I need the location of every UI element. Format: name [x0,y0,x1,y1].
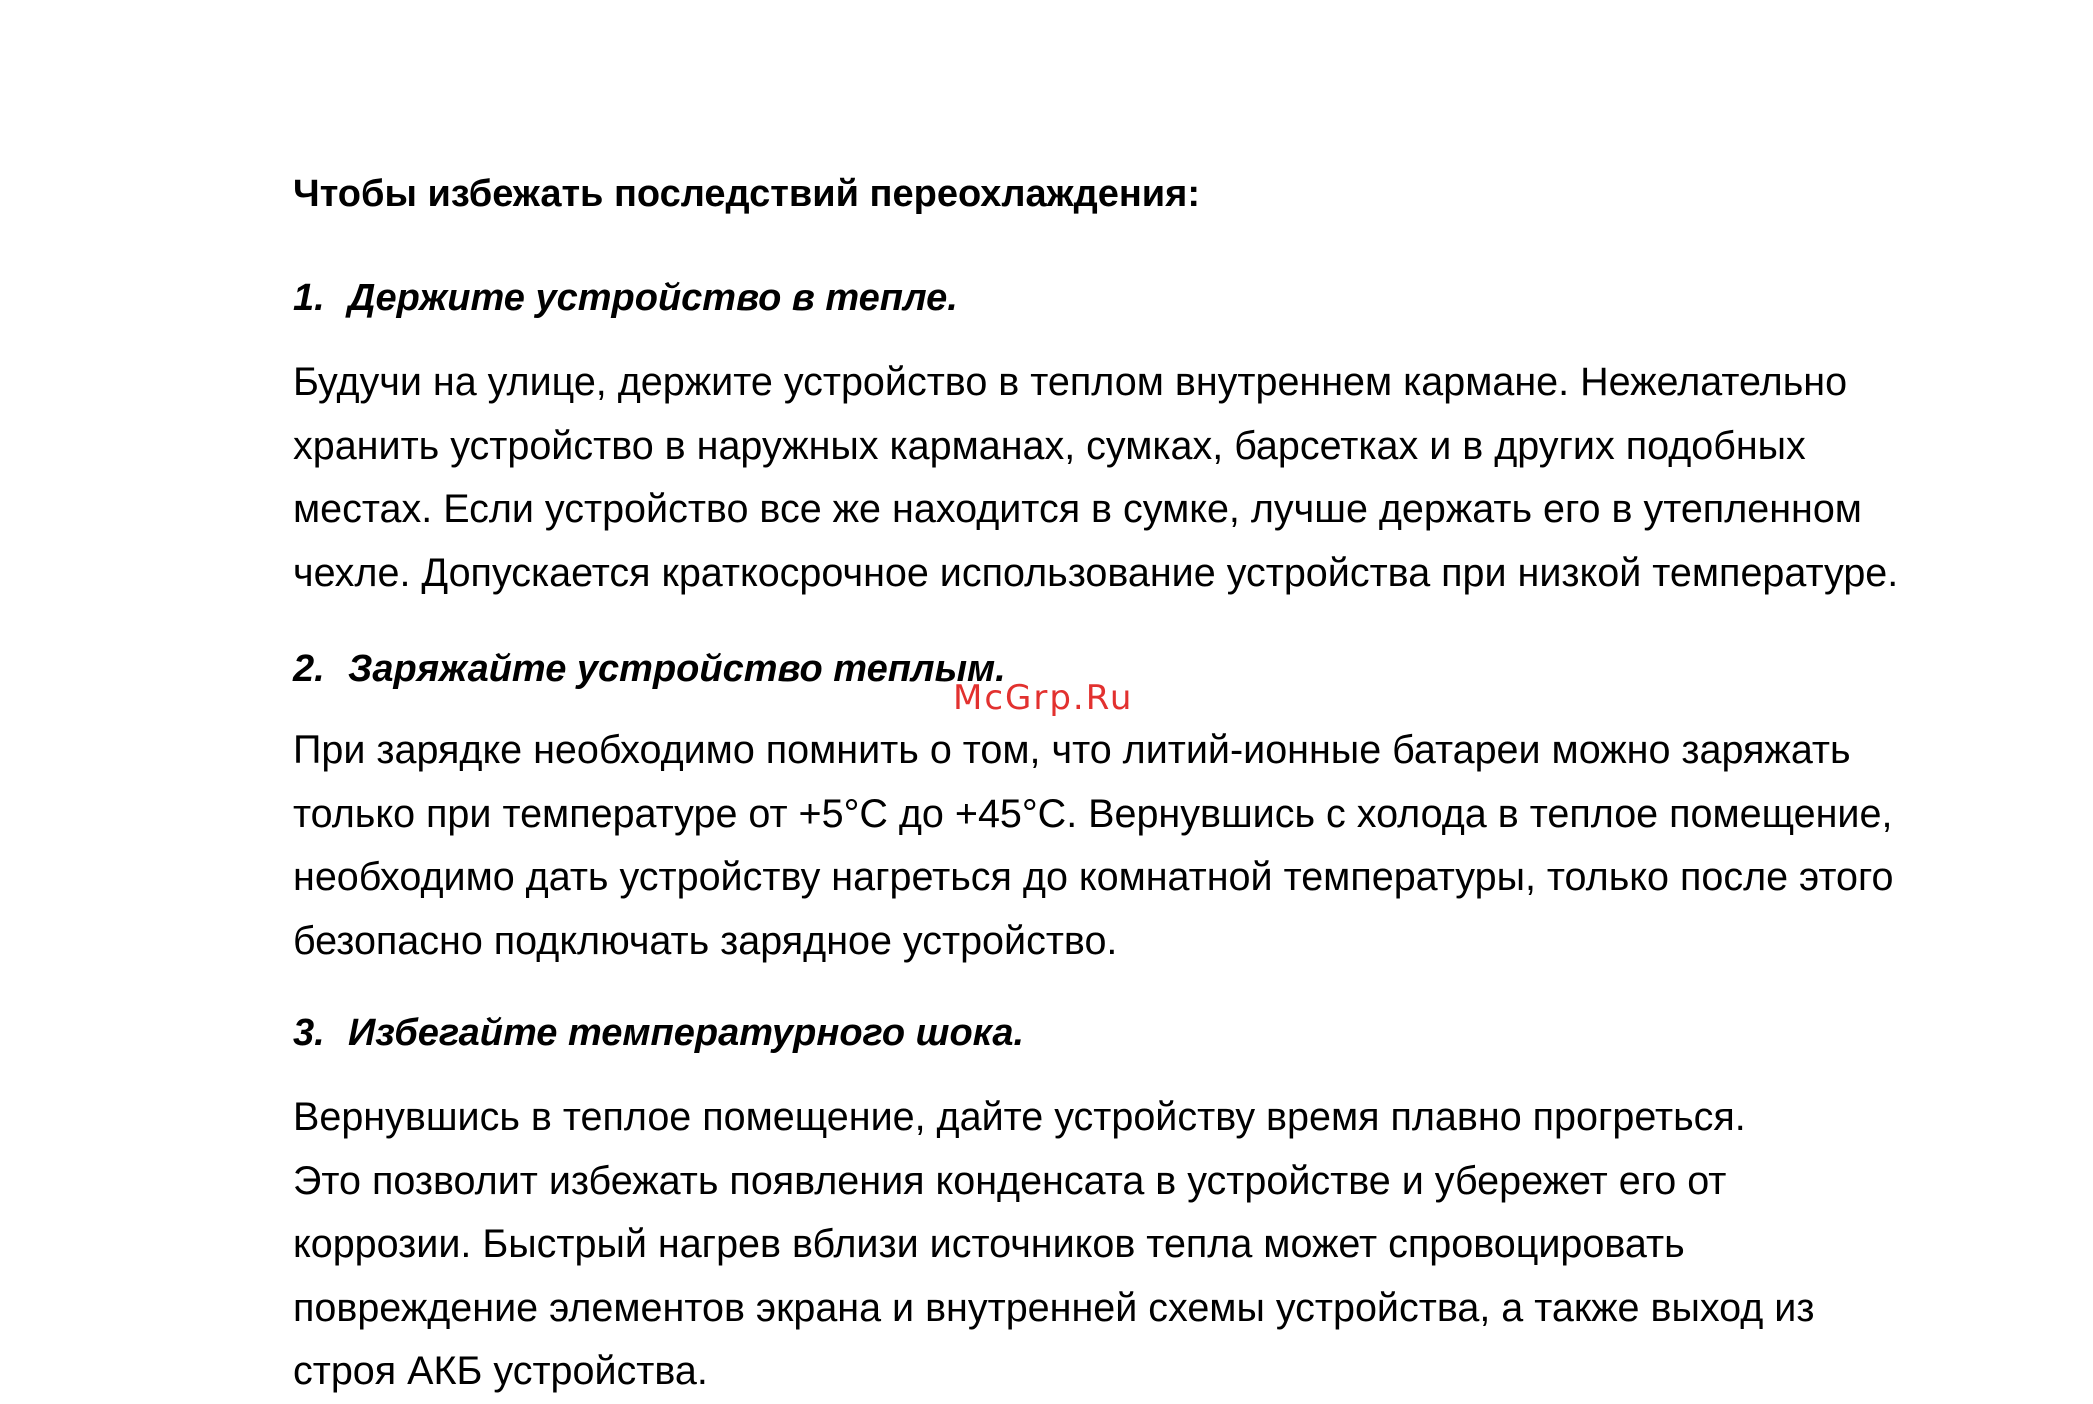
paragraph-line: только при температуре от +5°С до +45°С. Вернувшись с холода в теплое помещение, [293,791,1893,836]
section-1-paragraph [293,351,1898,605]
paragraph-line: безопасно подключать зарядное устройство. [293,918,1118,963]
paragraph-line: хранить устройство в наружных карманах, сумках, барсетках и в других подобных [293,423,1806,468]
paragraph-line: строя АКБ устройства. [293,1349,708,1393]
section-2-number: 2. [293,648,325,690]
section-1-title: Держите устройство в тепле. [348,277,958,319]
section-3-heading [293,1007,1024,1059]
paragraph-line: необходимо дать устройству нагреться до комнатной температуры, только после этого [293,855,1894,899]
intro-heading: Чтобы избежать последствий переохлаждения: [293,173,1200,215]
watermark: McGrp.Ru [953,678,1134,718]
paragraph-line: Будучи на улице, держите устройство в теплом внутреннем кармане. Нежелательно [293,360,1848,404]
section-3-number: 3. [293,1012,325,1054]
section-3-paragraph [293,1086,1814,1404]
paragraph-line: При зарядке необходимо помнить о том, что литий-ионные батареи можно заряжать [293,728,1851,772]
section-2-heading [293,643,1006,695]
paragraph-line: Вернувшись в теплое помещение, дайте устройству время плавно прогреться. [293,1095,1746,1139]
section-2-title: Заряжайте устройство теплым. [348,648,1006,690]
section-2-paragraph [293,719,1893,973]
paragraph-line: Это позволит избежать появления конденсата в устройстве и убережет его от [293,1158,1727,1203]
paragraph-line: чехле. Допускается краткосрочное использование устройства при низкой температуре. [293,550,1899,595]
paragraph-line: повреждение элементов экрана и внутренней схемы устройства, а также выход из [293,1285,1815,1330]
section-3-title: Избегайте температурного шока. [348,1012,1025,1054]
paragraph-line: местах. Если устройство все же находится в сумке, лучше держать его в утепленном [293,487,1862,531]
section-1-heading [293,272,958,324]
section-1-number: 1. [293,277,325,319]
paragraph-line: коррозии. Быстрый нагрев вблизи источников тепла может спровоцировать [293,1222,1685,1266]
